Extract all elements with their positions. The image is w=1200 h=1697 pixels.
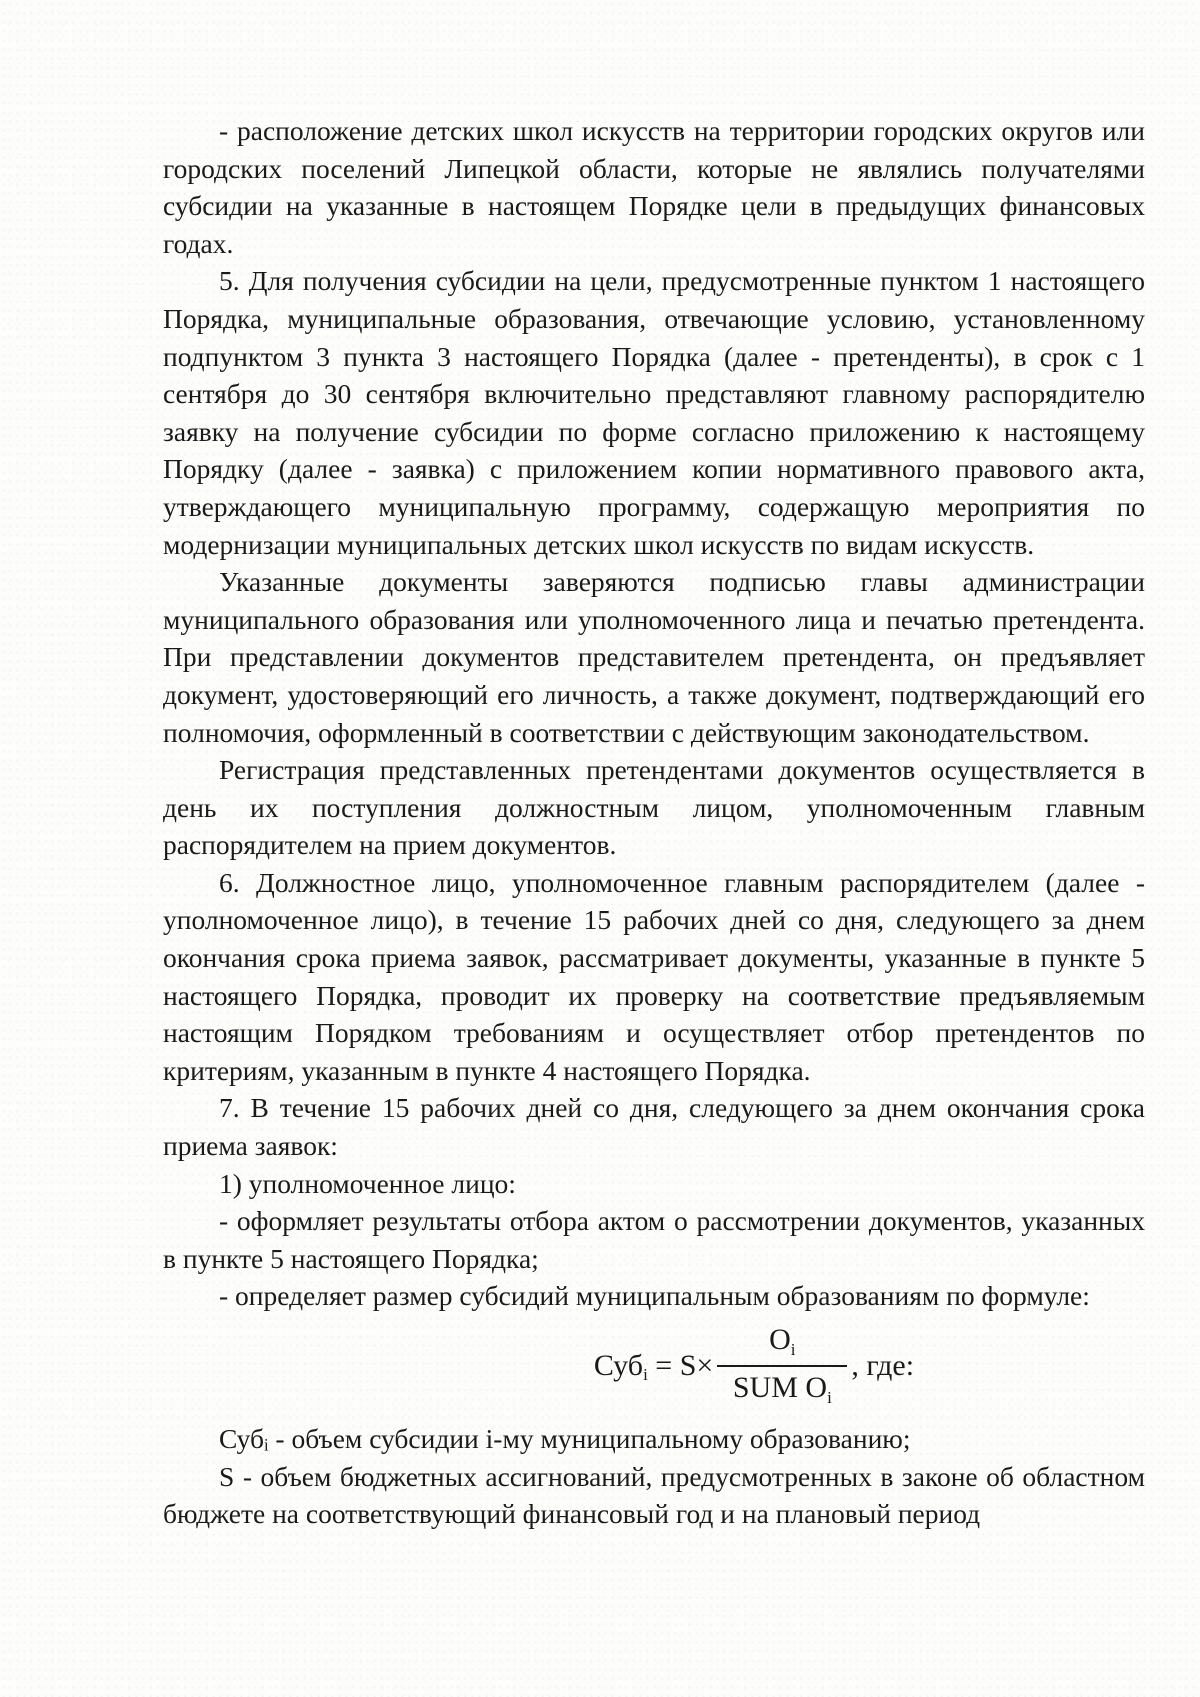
paragraph-7-deadline: 7. В течение 15 рабочих дней со дня, следующего за днем окончания срока приема заявок: (163, 1092, 1145, 1162)
formula-numerator (717, 1321, 847, 1367)
definition-s: S - объем бюджетных ассигнований, предусмотренных в законе об областном бюджете на соответствующий финансовый год и на плановый период (163, 1460, 1145, 1530)
document-body (163, 112, 1145, 1533)
formula-times: × (696, 1348, 714, 1382)
formula-fraction (717, 1321, 847, 1410)
formula-s: S (679, 1348, 697, 1382)
paragraph-documents-certification: Указанные документы заверяются подписью главы администрации муниципального образования или уполномоченного лица и печатью претендента. При представлении документов представителем претендента, он предъявляет документ, удостоверяющий его личность, а также документ, подтверждающий его полномочия, оформленный в соответствии с действующим законодательством. (163, 566, 1145, 748)
paragraph-act-of-review: - оформляет результаты отбора актом о рассмотрении документов, указанных в пункте 5 настоящего Порядка; (163, 1205, 1145, 1274)
formula-denominator (733, 1367, 832, 1411)
paragraph-7-1-authorized-person: 1) уполномоченное лицо: (219, 1167, 516, 1199)
paragraph-formula-intro: - определяет размер субсидий муниципальным образованиям по формуле: (219, 1280, 1090, 1312)
formula-denominator-subscript: i (827, 1387, 832, 1407)
formula-numerator-text: O (769, 1323, 791, 1356)
formula-denominator-text: SUM O (732, 1370, 828, 1404)
formula-equals: = (647, 1348, 680, 1382)
subsidy-formula (163, 1321, 1145, 1410)
paragraph-registration: Регистрация представленных претендентами документов осуществляется в день их поступления должностным лицом, уполномоченным главным распорядителем на прием документов. (163, 754, 1145, 861)
paragraph-5-application: 5. Для получения субсидии на цели, предусмотренные пунктом 1 настоящего Порядка, муниципальные образования, отвечающие условию, установленному подпунктом 3 пункта 3 настоящего Порядка (далее - претенденты), в срок с 1 сентября до 30 сентября включительно представляют главному распорядителю заявку на получение субсидии по форме согласно приложению к настоящему Порядку (далее - заявка) с приложением копии нормативного правового акта, утверждающего муниципальную программу, содержащую мероприятия по модернизации муниципальных детских школ искусств по видам искусств. (163, 265, 1145, 560)
paragraph-schools-location: - расположение детских школ искусств на территории городских округов или городских поселений Липецкой области, которые не являлись получателями субсидии на указанные в настоящем Порядке цели в предыдущих финансовых годах. (163, 115, 1145, 259)
definition-sub-i: Субᵢ - объем субсидии i-му муниципальному образованию; (219, 1423, 911, 1455)
paragraph-6-review: 6. Должностное лицо, уполномоченное главным распорядителем (далее - уполномоченное лицо), в течение 15 рабочих дней со дня, следующего за днем окончания срока приема заявок, рассматривает документы, указанные в пункте 5 настоящего Порядка, проводит их проверку на соответствие предъявляемым настоящим Порядком требованиям и осуществляет отбор претендентов по критериям, указанным в пункте 4 настоящего Порядка. (163, 866, 1145, 1086)
formula-lhs-subscript: i (643, 1364, 648, 1384)
formula-where: , где: (851, 1348, 915, 1382)
formula-lhs: Суб (593, 1348, 644, 1382)
formula-numerator-subscript: i (790, 1340, 796, 1359)
